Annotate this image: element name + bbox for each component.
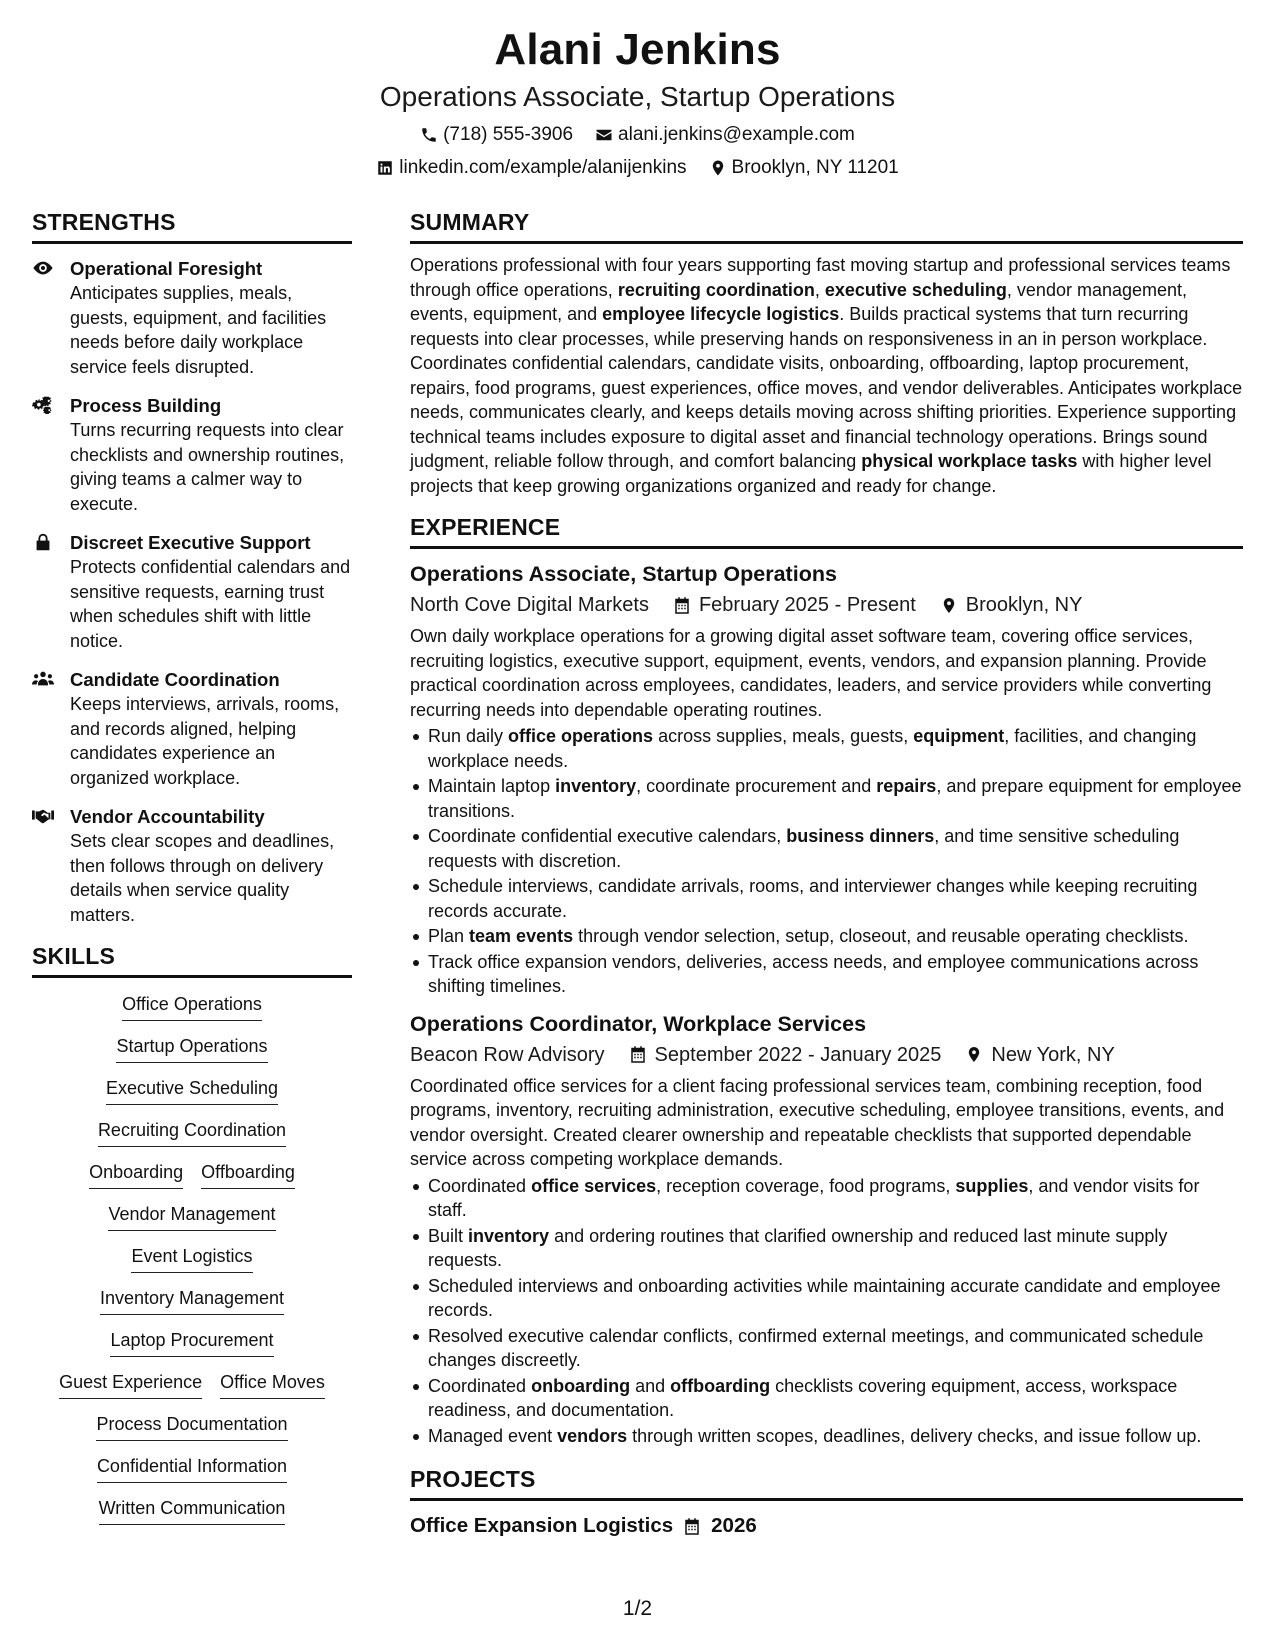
- strength-item: [32, 530, 352, 653]
- calendar-icon: [673, 596, 691, 615]
- skill-tag: Event Logistics: [131, 1244, 252, 1273]
- bullet-item: Coordinate confidential executive calendars, business dinners, and time sensitive scheduling requests with discretion.: [410, 824, 1243, 873]
- skill-row: [100, 1286, 284, 1315]
- strength-item: [32, 804, 352, 927]
- experience-heading: EXPERIENCE: [410, 512, 1243, 549]
- summary-text: Operations professional with four years supporting fast moving startup and professional services teams through office operations, recruiting coordination, executive scheduling, vendor management, events, equipment, and employee lifecycle logistics. Builds practical systems that turn recurring requests into clear processes, while preserving hands on responsiveness in an in person workplace. Coordinates confidential calendars, candidate visits, onboarding, offboarding, laptop procurement, repairs, food programs, guest experiences, office moves, and vendor deliverables. Anticipates workplace needs, communicates clearly, and keeps details moving across shifting priorities. Experience supporting technical teams includes exposure to digital asset and financial technology operations. Brings sound judgment, reliable follow through, and comfort balancing physical workplace tasks with higher level projects that keep growing organizations organized and ready for change.: [410, 255, 1248, 496]
- job-title: Operations Associate, Startup Operations: [410, 562, 837, 586]
- contact-linkedin[interactable]: [376, 155, 686, 181]
- calendar-icon: [629, 1045, 647, 1064]
- job-company: North Cove Digital Markets: [410, 594, 649, 616]
- contact-email[interactable]: [595, 122, 855, 148]
- strength-title: Discreet Executive Support: [70, 532, 311, 553]
- candidate-headline: Operations Associate, Startup Operations: [379, 81, 896, 112]
- skills-list: [32, 992, 352, 1538]
- skill-tag: Offboarding: [201, 1160, 295, 1189]
- skill-row: [116, 1034, 267, 1063]
- job-description: Own daily workplace operations for a growing digital asset software team, covering office services, recruiting logistics, executive support, equipment, events, vendors, and expansion planning. Provide practical coordination across employees, candidates, leaders, and service providers while converting recurring needs into dependable operating routines.: [410, 626, 1212, 720]
- strengths-list: [32, 256, 352, 927]
- contact-row-2: [0, 155, 1275, 181]
- bullet-item: Maintain laptop inventory, coordinate procurement and repairs, and prepare equipment for employee transitions.: [410, 774, 1243, 823]
- bullet-item: Managed event vendors through written scopes, deadlines, delivery checks, and issue follow up.: [410, 1424, 1243, 1449]
- envelope-icon: [595, 126, 613, 144]
- people-group-icon: [32, 667, 70, 790]
- candidate-name: Alani Jenkins: [494, 25, 781, 74]
- strength-body: [70, 530, 352, 653]
- skill-tag: Startup Operations: [116, 1034, 267, 1063]
- job-title: Operations Coordinator, Workplace Services: [410, 1011, 867, 1036]
- job-dates: February 2025 - Present: [698, 594, 916, 616]
- project-year: 2026: [711, 1514, 757, 1537]
- calendar-icon: [683, 1517, 701, 1536]
- skill-tag: Laptop Procurement: [110, 1328, 273, 1357]
- strength-item: [32, 393, 352, 516]
- gears-icon: [32, 393, 70, 516]
- skill-tag: Process Documentation: [96, 1412, 287, 1441]
- skill-row: [110, 1328, 273, 1357]
- skill-tag: Vendor Management: [108, 1202, 275, 1231]
- skill-tag: Confidential Information: [97, 1454, 287, 1483]
- bullet-item: Run daily office operations across supplies, meals, guests, equipment, facilities, and changing workplace needs.: [410, 724, 1243, 773]
- job-meta: [410, 590, 1243, 620]
- job-entry: [410, 1009, 1243, 1449]
- job-company: Beacon Row Advisory: [410, 1043, 605, 1066]
- contact-row-1: [0, 122, 1275, 148]
- map-pin-icon: [965, 1045, 983, 1064]
- strength-body: [70, 667, 352, 790]
- skill-row: [98, 1118, 286, 1147]
- phone-icon: [420, 126, 438, 144]
- bullet-item: Coordinated onboarding and offboarding checklists covering equipment, access, workspace readiness, and documentation.: [410, 1374, 1243, 1423]
- bullet-item: Plan team events through vendor selection, setup, closeout, and reusable operating checklists.: [410, 924, 1243, 949]
- bullet-item: Scheduled interviews and onboarding activities while maintaining accurate candidate and employee records.: [410, 1274, 1243, 1323]
- location-text: Brooklyn, NY 11201: [731, 157, 899, 178]
- job-meta: [410, 1040, 1243, 1070]
- linkedin-icon: [376, 159, 394, 177]
- strength-item: [32, 256, 352, 379]
- job-bullets: [410, 1174, 1243, 1449]
- skill-row: [131, 1244, 252, 1273]
- job-location: Brooklyn, NY: [965, 594, 1083, 616]
- skill-tag: Office Operations: [122, 992, 262, 1021]
- page-number: 1/2: [622, 1597, 653, 1620]
- resume-header: [0, 22, 1275, 181]
- skill-tag: Inventory Management: [100, 1286, 284, 1315]
- skill-tag: Office Moves: [220, 1370, 325, 1399]
- bullet-item: Resolved executive calendar conflicts, confirmed external meetings, and communicated schedule changes discreetly.: [410, 1324, 1243, 1373]
- strength-item: [32, 667, 352, 790]
- job-bullets: [410, 724, 1247, 999]
- bullet-item: Coordinated office services, reception coverage, food programs, supplies, and vendor visits for staff.: [410, 1174, 1243, 1223]
- project-item: [410, 1511, 1243, 1541]
- strength-title: Vendor Accountability: [70, 806, 265, 827]
- linkedin-text[interactable]: linkedin.com/example/alanijenkins: [399, 157, 687, 178]
- bullet-item: Schedule interviews, candidate arrivals, rooms, and interviewer changes while keeping recruiting records accurate.: [410, 874, 1243, 923]
- email-text[interactable]: alani.jenkins@example.com: [618, 124, 855, 145]
- jobs-list: [410, 559, 1247, 1448]
- strength-body: [70, 256, 352, 379]
- strength-title: Candidate Coordination: [70, 669, 280, 690]
- eye-icon: [32, 256, 70, 379]
- strength-title: Process Building: [70, 395, 222, 416]
- lock-icon: [32, 530, 70, 653]
- strength-description: Keeps interviews, arrivals, rooms, and records aligned, helping candidates experience an organized workplace.: [70, 694, 340, 788]
- skill-row: [99, 1496, 286, 1525]
- left-column: [32, 207, 352, 1538]
- skills-heading: SKILLS: [32, 941, 352, 978]
- skill-row: [89, 1160, 295, 1189]
- strength-title: Operational Foresight: [70, 258, 263, 279]
- summary-heading: SUMMARY: [410, 207, 1243, 244]
- job-dates: September 2022 - January 2025: [654, 1043, 942, 1066]
- skill-tag: Recruiting Coordination: [98, 1118, 286, 1147]
- skill-tag: Executive Scheduling: [106, 1076, 278, 1105]
- bullet-item: Built inventory and ordering routines that clarified ownership and reduced last minute supply requests.: [410, 1224, 1243, 1273]
- strength-description: Anticipates supplies, meals, guests, equipment, and facilities needs before daily workplace service feels disrupted.: [70, 283, 327, 377]
- skill-row: [122, 992, 262, 1021]
- strength-body: [70, 393, 352, 516]
- map-pin-icon: [709, 159, 727, 177]
- projects-heading: PROJECTS: [410, 1464, 1243, 1501]
- contact-location: [709, 155, 899, 181]
- job-description: Coordinated office services for a client facing professional services team, combining reception, food programs, inventory, recruiting administration, executive scheduling, employee transitions, events, and vendor oversight. Created clearer ownership and repeatable checklists that supported dependable service across competing workplace demands.: [410, 1075, 1225, 1169]
- bullet-item: Track office expansion vendors, deliveries, access needs, and employee communications across shifting timelines.: [410, 950, 1243, 999]
- skill-row: [59, 1370, 325, 1399]
- skill-tag: Written Communication: [99, 1496, 286, 1525]
- strength-description: Protects confidential calendars and sensitive requests, earning trust when schedules shift with little notice.: [70, 557, 351, 651]
- skill-tag: Guest Experience: [59, 1370, 202, 1399]
- skill-row: [106, 1076, 278, 1105]
- contact-phone: [420, 122, 573, 148]
- job-location: New York, NY: [991, 1043, 1115, 1066]
- handshake-icon: [32, 804, 70, 927]
- skill-tag: Onboarding: [89, 1160, 183, 1189]
- strengths-heading: STRENGTHS: [32, 207, 352, 244]
- phone-text: (718) 555-3906: [443, 124, 574, 145]
- skill-row: [97, 1454, 287, 1483]
- map-pin-icon: [940, 596, 958, 615]
- job-entry: [410, 559, 1247, 999]
- skill-row: [108, 1202, 275, 1231]
- strength-description: Turns recurring requests into clear checklists and ownership routines, giving teams a calmer way to execute.: [70, 420, 345, 514]
- right-column: [410, 207, 1248, 1541]
- skill-row: [96, 1412, 287, 1441]
- strength-description: Sets clear scopes and deadlines, then follows through on delivery details when service quality matters.: [70, 831, 335, 925]
- project-title: Office Expansion Logistics: [410, 1514, 674, 1537]
- projects-list: [410, 1511, 1243, 1541]
- strength-body: [70, 804, 352, 927]
